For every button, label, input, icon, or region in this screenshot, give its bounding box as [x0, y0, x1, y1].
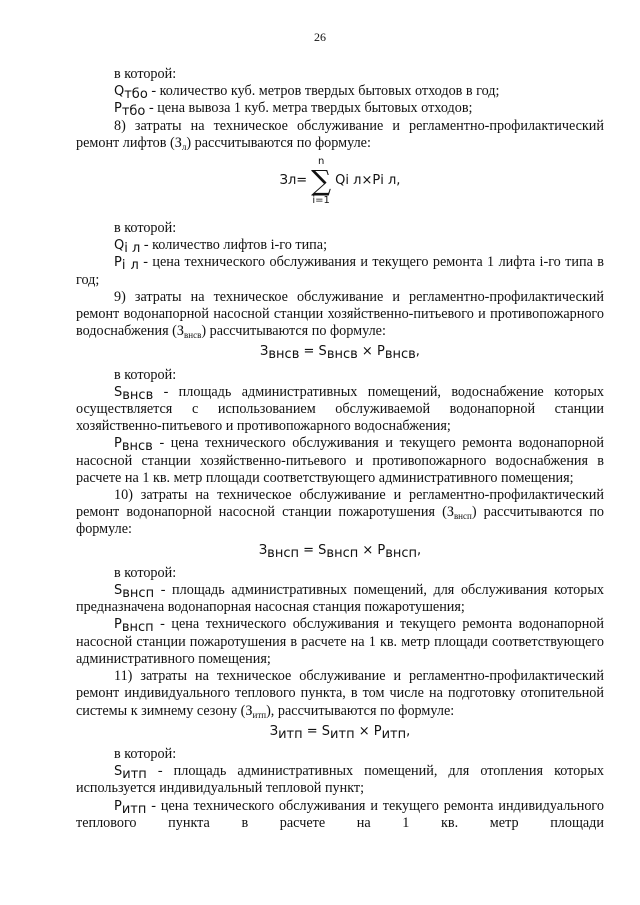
definition-q-tbo: $Q_{тбо}$ - количество куб. метров твердых бытовых отходов в год; — [114, 83, 500, 103]
formula-vnsv: $З_{внсв} = S_{внсв} \times P_{внсв}$, — [260, 344, 420, 363]
item-8-elevators: 8) затраты на техническое обслуживание и регламентно-профилактический ремонт лифтов $(З_л)$ рассчитываются по формуле: — [76, 117, 604, 152]
definition-p-vnsv: $P_{внсв}$ - цена технического обслуживания и текущего ремонта водонапорной насосной станции хозяйственно-питьевого и противопожарного водоснабжения в расчете на 1 кв. метр площади соответствующего административного помещения; — [76, 435, 604, 486]
definition-s-itp: $S_{итп}$ - площадь административных помещений, для отопления которых используется индивидуальный тепловой пункт; — [76, 763, 604, 797]
page-number: 26 — [314, 30, 326, 44]
definition-q-il: $Q_{i л}$ - количество лифтов i-го типа; — [114, 237, 328, 257]
definition-s-vnsv: $S_{внсв}$ - площадь административных помещений, водоснабжение которых осуществляется с использованием обслуживаемой водонапорной станции хозяйственно-питьевого и противопожарного водоснабжения; — [76, 383, 604, 435]
formula-elevators: З л = n ∑ i=1 Q i л × P i л , — [279, 156, 401, 207]
paragraph-where-4: в которой: — [114, 564, 177, 581]
formula-vnsp: $З_{внсп} = S_{внсп} \times P_{внсп}$, — [258, 542, 422, 561]
paragraph-where-5: в которой: — [114, 745, 177, 762]
paragraph-where-2: в которой: — [114, 220, 177, 237]
paragraph-where-1: в которой: — [114, 66, 177, 82]
definition-p-tbo: $P_{тбо}$ - цена вывоза 1 куб. метра твердых бытовых отходов; — [114, 100, 473, 120]
item-11-heat-point: 11) затраты на техническое обслуживание и регламентно-профилактический ремонт индивидуального теплового пункта, в том числе на подготовку отопительной системы к зимнему сезону $(З_{итп})$, рассчитываются по формуле: — [76, 668, 604, 720]
definition-s-vnsp: $S_{внсп}$ - площадь административных помещений, для обслуживания которых предназначена водонапорная насосная станция пожаротушения; — [76, 582, 604, 616]
definition-p-il: $P_{i л}$ - цена технического обслуживания и текущего ремонта 1 лифта i-го типа в год; — [76, 254, 604, 288]
item-10-fire-station: 10) затраты на техническое обслуживание и регламентно-профилактический ремонт водонапорной насосной станции пожаротушения $(З_{внсп})$ рассчитываются по формуле: — [76, 487, 604, 538]
formula-itp: $З_{итп} = S_{итп} \times P_{итп}$, — [269, 723, 411, 742]
paragraph-where-3: в которой: — [114, 366, 177, 383]
definition-p-itp: $P_{итп}$ - цена технического обслуживания и текущего ремонта индивидуального теплового пункта в расчете на 1 кв. метр площади — [76, 797, 604, 831]
definition-p-vnsp: $P_{внсп}$ - цена технического обслуживания и текущего ремонта водонапорной насосной станции пожаротушения в расчете на 1 кв. метр площади соответствующего административного помещения; — [76, 616, 604, 667]
sum-symbol: n ∑ i=1 — [311, 156, 332, 207]
document-body — [76, 66, 604, 832]
item-9-water-station: 9) затраты на техническое обслуживание и регламентно-профилактический ремонт водонапорной насосной станции хозяйственно-питьевого и противопожарного водоснабжения $(З_{внсв})$ рассчитываются по формуле: — [76, 288, 604, 341]
